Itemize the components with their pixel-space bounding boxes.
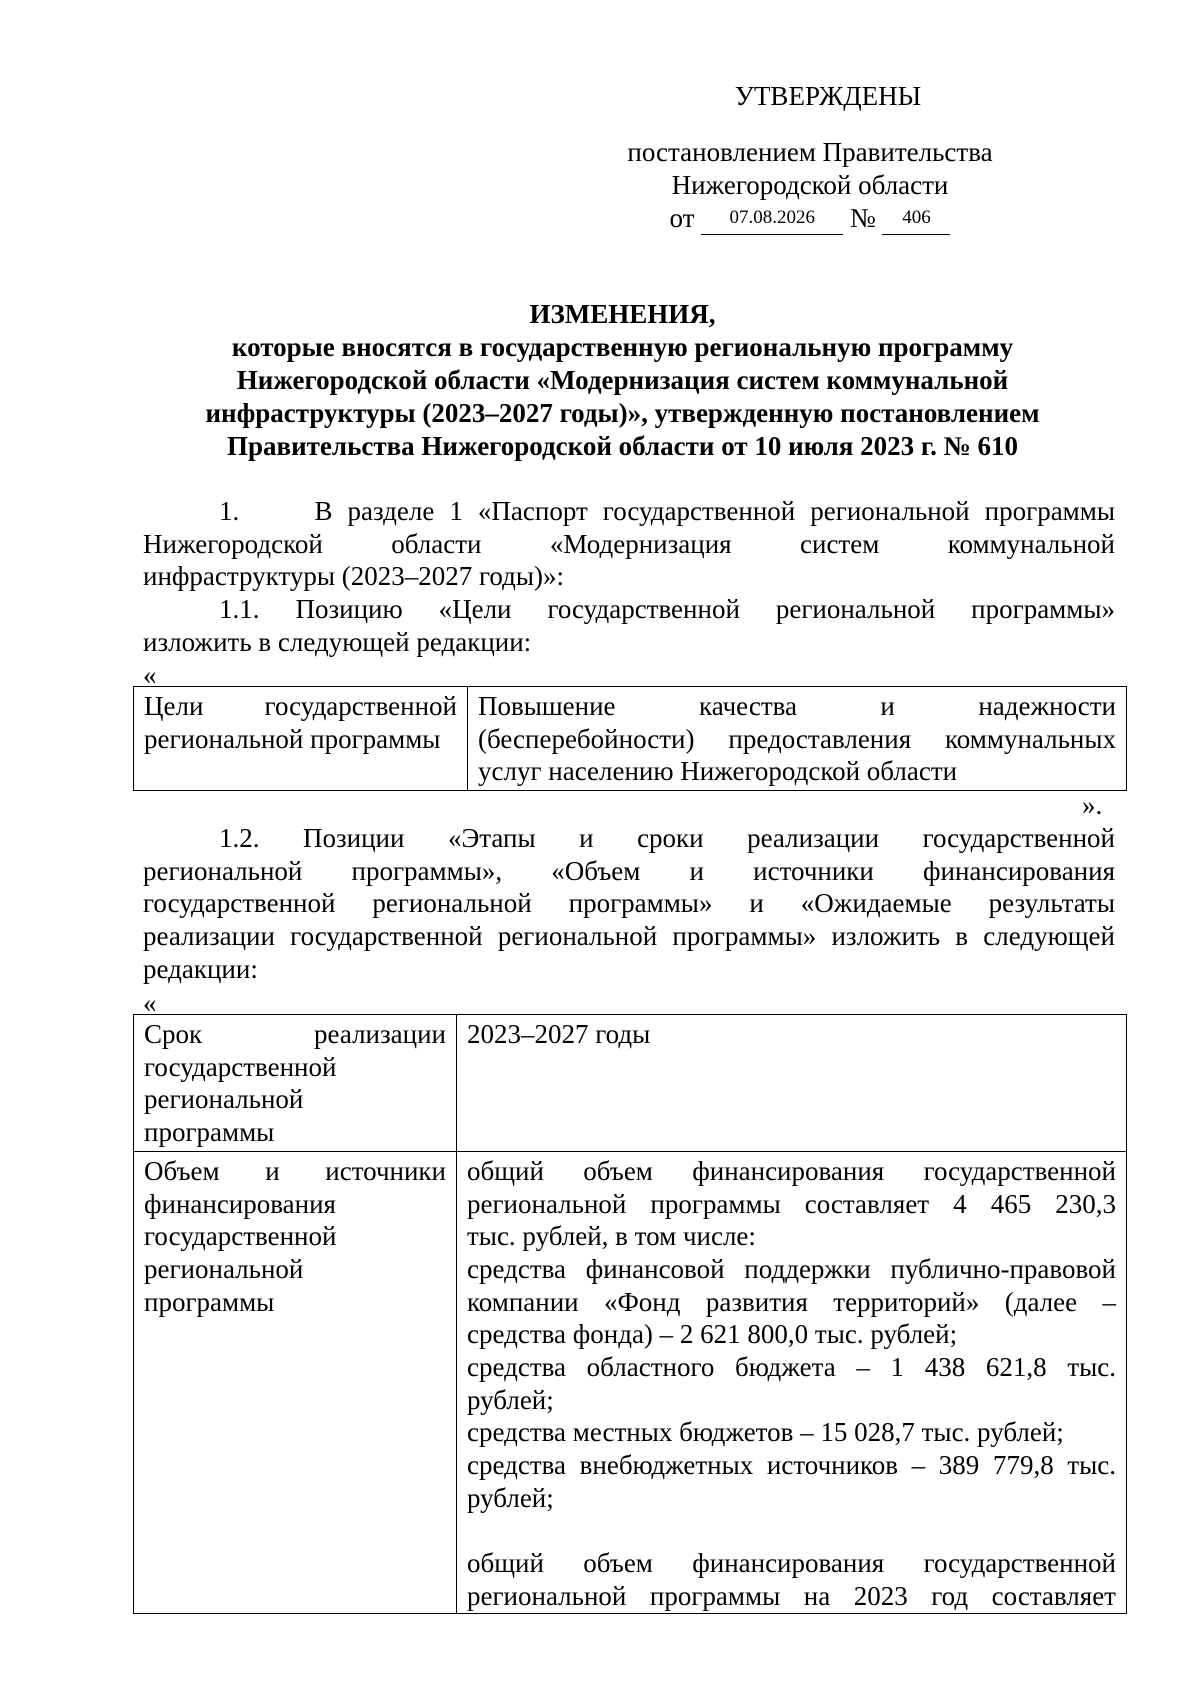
title-line: которые вносятся в государственную региональную программу [231, 332, 1014, 362]
paragraph-line: государственной региональной программы» и «Ожидаемые результаты [143, 888, 1115, 919]
item-1-paragraph [143, 495, 1115, 593]
table-row [134, 1151, 1127, 1613]
program-table [133, 1014, 1127, 1614]
paragraph-line: 1.2. Позиции «Этапы и сроки реализации государственной [219, 823, 1115, 853]
paragraph-line: редакции: [143, 953, 258, 984]
table-cell-label: Срок реализации государственной региональной программы [134, 1015, 457, 1152]
item-1-1-paragraph [143, 593, 1115, 658]
title-heading: ИЗМЕНЕНИЯ, [529, 299, 716, 329]
title-line: Нижегородской области «Модернизация систем коммунальной [236, 365, 1009, 395]
title-line: инфраструктуры (2023–2027 годы)», утвержденную постановлением [205, 398, 1040, 428]
close-quote: ». [1082, 790, 1103, 820]
approval-number: 406 [882, 206, 950, 235]
title-line: Правительства Нижегородской области от 10 июля 2023 г. № 610 [227, 431, 1018, 461]
paragraph-line: инфраструктуры (2023–2027 годы)»: [143, 561, 564, 592]
approval-date: 07.08.2026 [701, 206, 843, 235]
document-title [130, 298, 1115, 463]
table-cell-value: общий объем финансирования государственной региональной программы составляет 4 465 230,3 тыс. рублей, в том числе: средства финансовой поддержки публично-правовой компании «Фонд развития территорий» (далее – средства фонда) – 2 621 800,0 тыс. рублей; средства областного бюджета – 1 438 621,8 тыс. рублей; средства местных бюджетов – 15 028,7 тыс. рублей; средства внебюджетных источников – 389 779,8 тыс. рублей; общий объем финансирования государственной региональной программы на 2023 год составляет [457, 1151, 1127, 1613]
table-row [134, 687, 1127, 791]
table-cell-value: 2023–2027 годы [457, 1015, 1127, 1152]
paragraph-line: Нижегородской области «Модернизация систем коммунальной [143, 528, 1115, 559]
table-cell-label: Объем и источники финансирования государственной региональной программы [134, 1151, 457, 1613]
open-quote: « [143, 660, 157, 690]
goals-table [133, 686, 1127, 791]
table-cell-label: Цели государственной региональной программы [134, 687, 468, 791]
approval-date-number [560, 202, 1060, 239]
paragraph-line: 1.1. Позицию «Цели государственной региональной программы» [219, 594, 1115, 624]
approval-line-2: Нижегородской области [671, 170, 949, 200]
paragraph-line: региональной программы», «Объем и источники финансирования [143, 855, 1115, 886]
paragraph-line: реализации государственной региональной программы» изложить в следующей [143, 921, 1115, 952]
table-cell-value: Повышение качества и надежности (бесперебойности) предоставления коммунальных услуг населению Нижегородской области [468, 687, 1127, 791]
open-quote: « [143, 988, 157, 1018]
approval-line-1: постановлением Правительства [627, 137, 993, 167]
item-1-2-paragraph [143, 822, 1115, 985]
paragraph-line: изложить в следующей редакции: [143, 626, 532, 657]
number-label: № [849, 203, 876, 233]
approval-status: УТВЕРЖДЕНЫ [734, 81, 922, 111]
paragraph-line: 1. В разделе 1 «Паспорт государственной региональной программы [219, 496, 1115, 526]
table-row [134, 1015, 1127, 1152]
from-label: от [669, 203, 695, 233]
